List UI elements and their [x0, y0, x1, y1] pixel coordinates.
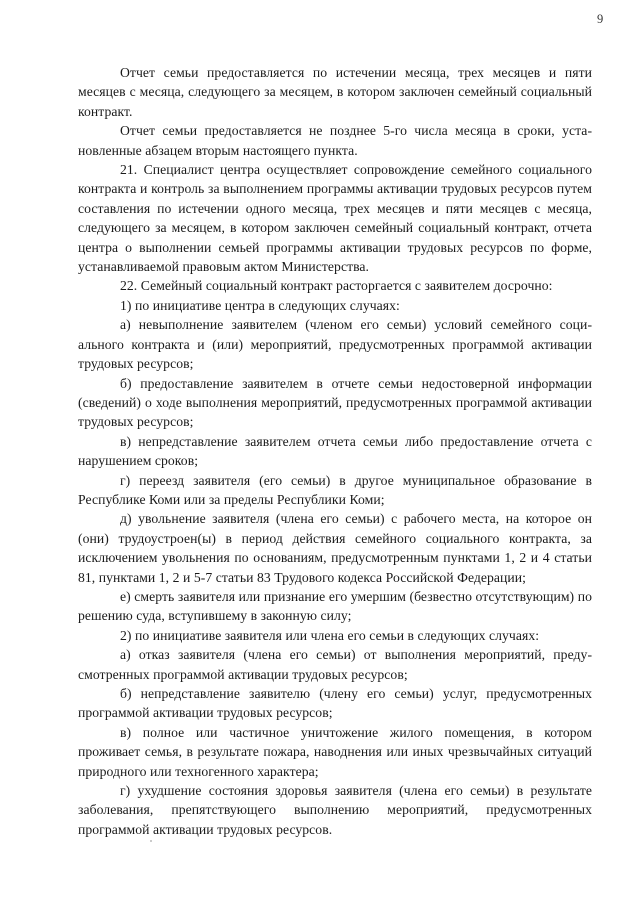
- paragraph-item-1v: в) непредставление заявителем отчета семьи либо предоставление отчета с нарушением сроков;: [78, 433, 592, 469]
- paragraph-item-1e: е) смерть заявителя или признание его умершим (безвестно отсутствующим) по решению суда, вступившему в законную силу;: [78, 588, 592, 624]
- paragraph-item-1g: г) переезд заявителя (его семьи) в другое муниципальное образование в Республике Коми или за пределы Республики Коми;: [78, 472, 592, 507]
- paragraph-item-1a: а) невыполнение заявителем (членом его семьи) условий семейного социального контракта и (или) мероприятий, предусмотренных программой активации трудовых ресурсов;: [78, 317, 592, 372]
- paragraph-clause-22: 22. Семейный социальный контракт расторгается с заявителем досрочно:: [120, 278, 553, 294]
- paragraph-item-1d: д) увольнение заявителя (члена его семьи) с рабочего места, на которое он (они) трудоустроен(ы) в период действия семейного социального контракта, за исключением увольнения по основаниям, предусмотренным пунктами 1, 2 и 4 статьи 81, пунктами 1, 2 и 5-7 статьи 83 Трудового кодекса Российской Федерации;: [78, 511, 592, 585]
- paragraph-clause-21: 21. Специалист центра осуществляет сопровождение семейного социального контракта и контроль за выполнением программы активации трудовых ресурсов путем составления по истечении одного месяца, трех месяцев и пяти месяцев с месяца, следующего за месяцем, в котором заключен семейный социальный контракт, отчета центра о выполнении семьей программы активации трудовых ресурсов по форме, устанавливаемой правовым актом Министерства.: [78, 162, 592, 275]
- paragraph-report-timing: Отчет семьи предоставляется по истечении месяца, трех месяцев и пяти месяцев с месяца, следующего за месяцем, в котором заключен семейный социальный контракт.: [78, 65, 592, 119]
- page-number: 9: [597, 12, 604, 26]
- paragraph-item-2g: г) ухудшение состояния здоровья заявителя (члена его семьи) в результате заболевания, препятствующего выполнению мероприятий, предусмотренных программой активации трудовых ресурсов.: [78, 783, 592, 837]
- document-body: [78, 63, 592, 839]
- paragraph-item-1: 1) по инициативе центра в следующих случаях:: [120, 297, 400, 313]
- paragraph-item-2v: в) полное или частичное уничтожение жилого помещения, в котором проживает семья, в результате пожара, наводнения или иных чрезвычайных ситуаций природного или техногенного характера;: [78, 724, 592, 779]
- scan-speck: [150, 840, 152, 842]
- paragraph-item-1b: б) предоставление заявителем в отчете семьи недостоверной информации (сведений) о ходе выполнения мероприятий, предусмотренных программой активации трудовых ресурсов;: [78, 375, 592, 430]
- paragraph-report-deadline: Отчет семьи предоставляется не позднее 5-го числа месяца в сроки, установленные абзацем вторым настоящего пункта.: [78, 123, 592, 158]
- paragraph-item-2: 2) по инициативе заявителя или члена его семьи в следующих случаях:: [120, 627, 540, 643]
- paragraph-item-2b: б) непредставление заявителю (члену его семьи) услуг, предусмотренных программой активации трудовых ресурсов;: [78, 686, 592, 721]
- paragraph-item-2a: а) отказ заявителя (члена его семьи) от выполнения мероприятий, предусмотренных программой активации трудовых ресурсов;: [78, 647, 592, 682]
